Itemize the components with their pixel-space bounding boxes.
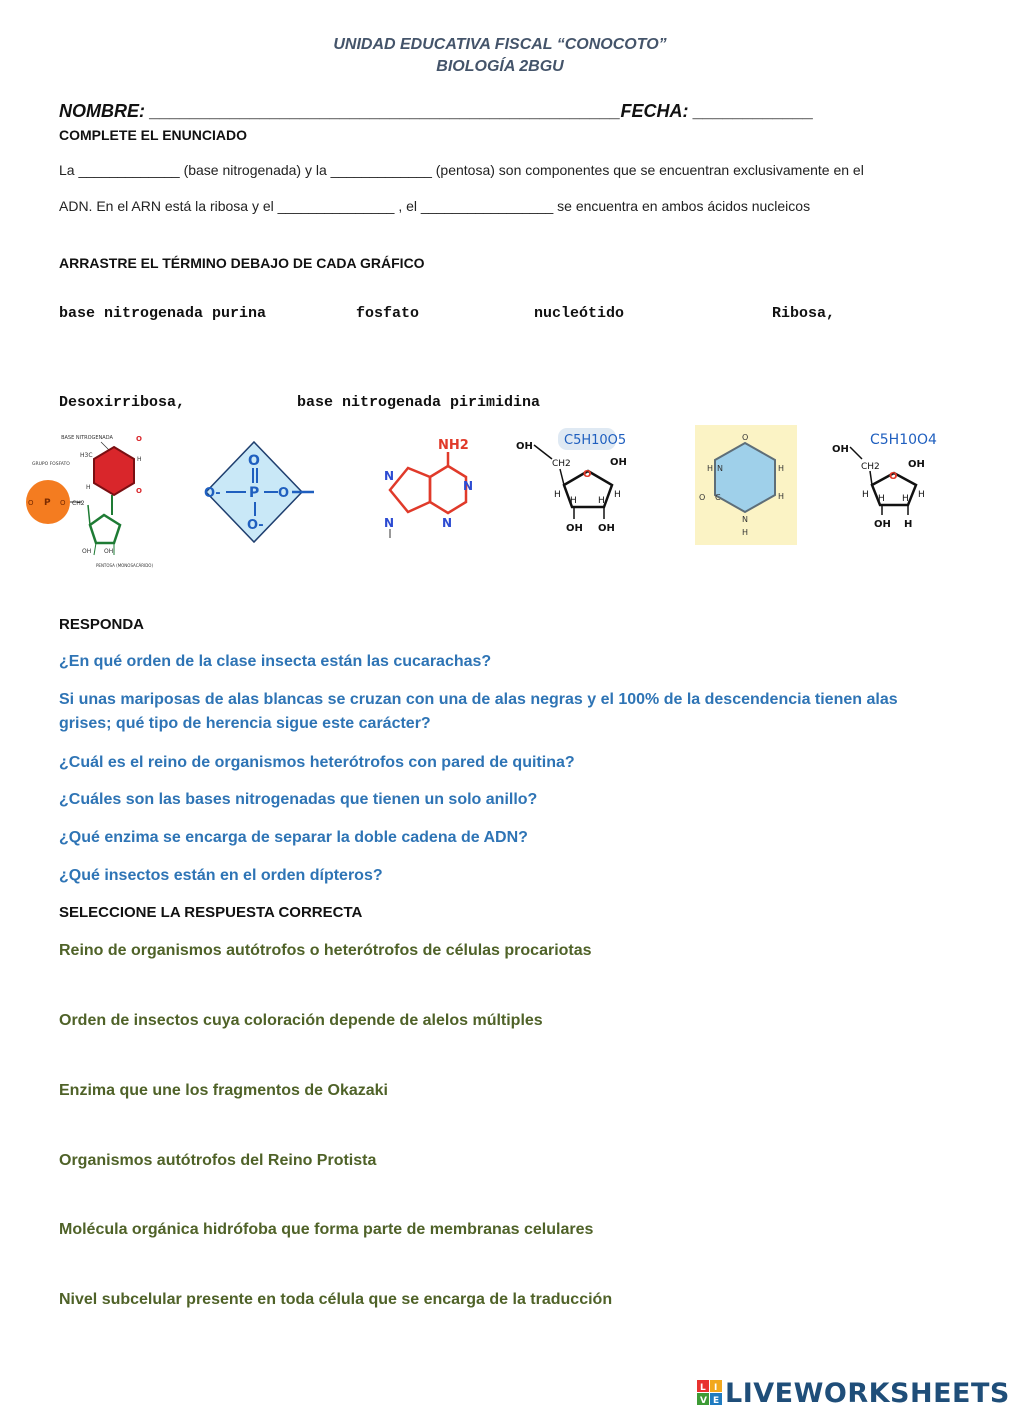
ribose-ch2: CH2: [552, 459, 571, 469]
question-4: ¿Cuáles son las bases nitrogenadas que tienen un solo anillo?: [59, 791, 538, 808]
five-ring: [390, 468, 430, 512]
school-title: UNIDAD EDUCATIVA FISCAL “CONOCOTO”: [333, 36, 667, 53]
deoxyribose-oh-1: OH: [908, 459, 925, 470]
ribose-ring-oxygen: O: [583, 469, 592, 480]
question-6: ¿Qué insectos están en el orden dípteros?: [59, 867, 383, 884]
n7: N: [384, 469, 395, 483]
oh-label-left: OH: [82, 548, 92, 555]
pyrimidine-c-left: C: [715, 493, 721, 502]
badge-letter-l: L: [700, 1383, 706, 1393]
subject-title: BIOLOGÍA 2BGU: [436, 58, 564, 75]
ribose-h-1: H: [614, 490, 621, 500]
deoxyribose-formula: C5H10O4: [870, 432, 937, 448]
six-ring: [430, 466, 466, 513]
date-label: FECHA:: [620, 101, 689, 121]
nucleotide-diagram: [24, 425, 154, 580]
n9: N: [384, 516, 395, 530]
deoxyribose-h-2: H: [902, 494, 909, 504]
question-1: ¿En qué orden de la clase insecta están las cucarachas?: [59, 653, 492, 670]
base-oxygen-top: O: [136, 435, 142, 443]
phosphate-o-left: O: [28, 499, 34, 507]
statement-6: Nivel subcelular presente en toda célula que se encarga de la traducción: [59, 1291, 613, 1308]
base-label: BASE NITROGENADA: [61, 435, 113, 441]
sugar-label: PENTOSA (MONOSACÁRIDO): [96, 563, 154, 568]
ribose-formula: C5H10O5: [564, 433, 627, 448]
name-field[interactable]: _______________________________________________: [150, 101, 621, 121]
drag-heading: ARRASTRE EL TÉRMINO DEBAJO DE CADA GRÁFICO: [59, 255, 425, 271]
statement-3: Enzima que une los fragmentos de Okazaki: [59, 1082, 388, 1099]
adenine-diagram: [368, 432, 483, 542]
badge-letter-v: V: [700, 1396, 707, 1406]
respond-heading: RESPONDA: [59, 616, 145, 633]
pyrimidine-diagram: [695, 425, 797, 545]
pyrimidine-o-left: O: [699, 493, 706, 502]
name-label: NOMBRE:: [59, 101, 145, 121]
question-3: ¿Cuál es el reino de organismos heterótrofos con pared de quitina?: [59, 754, 575, 771]
badge-letter-e: E: [713, 1396, 720, 1406]
base-hexagon: [94, 447, 134, 495]
logo-badge-icon: [697, 1380, 723, 1408]
oxygen-bottom: O-: [247, 518, 264, 533]
deoxyribose-h-2prime: H: [904, 519, 913, 530]
complete-heading: COMPLETE EL ENUNCIADO: [59, 127, 247, 143]
deoxyribose-ch2: CH2: [861, 462, 880, 472]
deoxyribose-h-1: H: [918, 490, 925, 500]
deoxyribose-oh-3: OH: [874, 519, 891, 530]
oh-label-right: OH: [104, 548, 114, 555]
ribose-oh-3: OH: [566, 523, 583, 534]
phosphate-group-label: GRUPO FOSFATO: [32, 462, 70, 467]
statement-line-1: La _____________ (base nitrogenada) y la _____________ (pentosa) son componentes que se encuentran exclusivamente en el: [59, 162, 864, 178]
statement-5: Molécula orgánica hidrófoba que forma parte de membranas celulares: [59, 1221, 594, 1238]
ribose-oh-2: OH: [598, 523, 615, 534]
pyrimidine-n-bottom: N: [742, 515, 748, 524]
base-h-label: H: [137, 456, 142, 463]
pyrimidine-o-top: O: [742, 433, 749, 442]
amine-group: NH2: [438, 438, 469, 453]
base-oxygen-bottom: O: [136, 487, 142, 495]
phosphorus-label: P: [44, 498, 51, 508]
ribose-h-4: H: [554, 490, 561, 500]
pyrimidine-h-left: H: [707, 464, 714, 473]
ribose-h-3: H: [570, 496, 577, 506]
ribose-diagram: [514, 425, 634, 540]
ch2-label: CH2: [72, 500, 85, 507]
term-purine[interactable]: base nitrogenada purina: [59, 305, 267, 322]
n1: N: [463, 479, 474, 493]
term-pyrimidine[interactable]: base nitrogenada pirimidina: [297, 394, 541, 411]
ribose-oh-1: OH: [610, 457, 627, 468]
oxygen-top: O: [248, 453, 260, 469]
pyrimidine-h-bottom: H: [742, 528, 749, 537]
student-info-row: [59, 101, 814, 122]
oxygen-left: O-: [204, 486, 221, 501]
n3: N: [442, 516, 453, 530]
question-5: ¿Qué enzima se encarga de separar la doble cadena de ADN?: [59, 829, 528, 846]
term-deoxyribose[interactable]: Desoxirribosa,: [59, 394, 186, 411]
badge-letter-i: I: [714, 1383, 718, 1393]
deoxyribose-h-4: H: [862, 490, 869, 500]
deoxyribose-oh-5: OH: [832, 444, 849, 455]
phosphorus-symbol: P: [249, 485, 260, 501]
term-phosphate[interactable]: fosfato: [356, 305, 420, 322]
ribose-oh-5: OH: [516, 441, 533, 452]
term-ribose[interactable]: Ribosa,: [772, 305, 836, 322]
date-field[interactable]: ____________: [693, 101, 814, 121]
pyrimidine-n-left: N: [717, 464, 723, 473]
sugar-ring: [90, 515, 120, 543]
oxygen-right: O: [278, 486, 290, 501]
term-nucleotide[interactable]: nucleótido: [534, 305, 625, 322]
base-h-label-2: H: [86, 484, 91, 491]
question-2: Si unas mariposas de alas blancas se cruzan con una de alas negras y el 100% de la descendencia tienen alas grises; qué tipo de herencia sigue este carácter?: [59, 691, 898, 732]
phosphate-o-right: O: [60, 499, 66, 507]
phosphate-diagram: [202, 440, 320, 545]
deoxyribose-diagram: [830, 425, 937, 535]
statement-4: Organismos autótrofos del Reino Protista: [59, 1152, 377, 1169]
brand-name: LIVEWORKSHEETS: [725, 1378, 1010, 1409]
ribose-h-2: H: [598, 496, 605, 506]
pyrimidine-h-right-top: H: [778, 464, 785, 473]
statement-line-2: ADN. En el ARN está la ribosa y el _______________ , el _________________ se encuentra en ambos ácidos nucleicos: [59, 198, 811, 214]
deoxyribose-ring-oxygen: O: [889, 471, 898, 482]
statement-1: Reino de organismos autótrofos o heterótrofos de células procariotas: [59, 942, 592, 959]
select-heading: SELECCIONE LA RESPUESTA CORRECTA: [59, 904, 363, 921]
statement-2: Orden de insectos cuya coloración depende de alelos múltiples: [59, 1012, 543, 1029]
methyl-label: H3C: [80, 452, 93, 459]
deoxyribose-h-3: H: [878, 494, 885, 504]
pyrimidine-h-right-bottom: H: [778, 492, 785, 501]
